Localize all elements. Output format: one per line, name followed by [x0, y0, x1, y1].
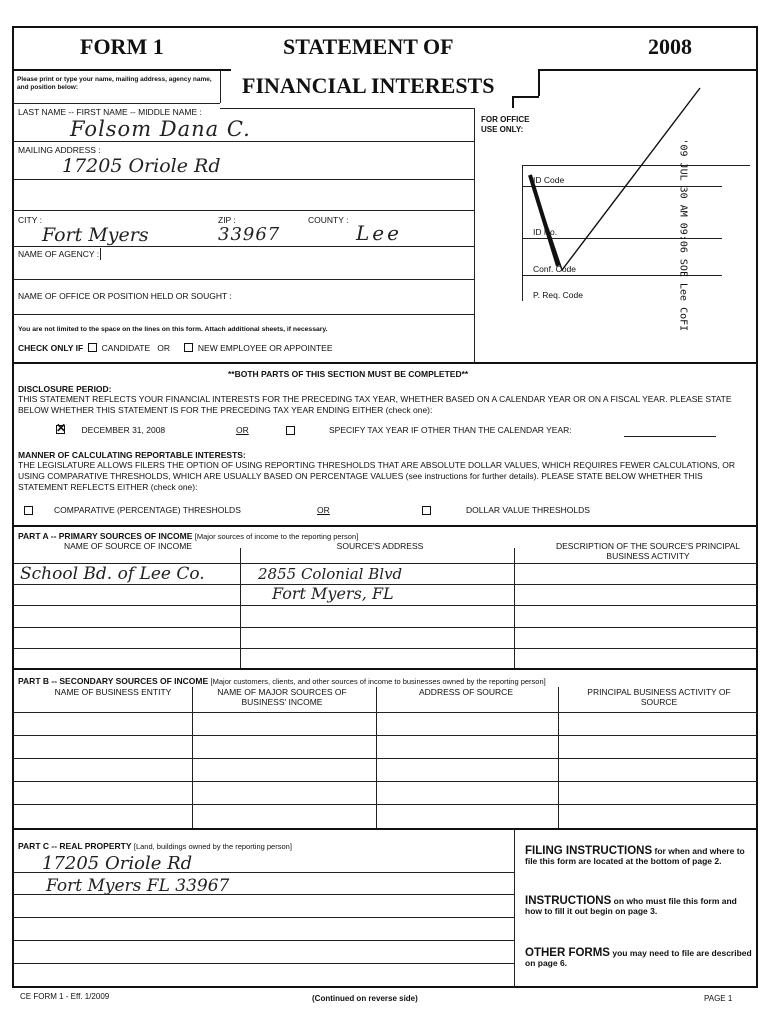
period-or: OR	[236, 425, 249, 435]
comparative-label: COMPARATIVE (PERCENTAGE) THRESHOLDS	[54, 505, 241, 515]
rule	[13, 917, 514, 918]
part-c-line1[interactable]: 17205 Oriole Rd	[42, 853, 193, 874]
name-label: LAST NAME -- FIRST NAME -- MIDDLE NAME :	[18, 107, 202, 117]
part-b-col1: NAME OF BUSINESS ENTITY	[54, 687, 172, 697]
part-b-col3: ADDRESS OF SOURCE	[419, 687, 513, 697]
form-number: FORM 1	[80, 34, 164, 59]
section-rule	[13, 525, 758, 527]
header-rule-right	[538, 69, 757, 71]
county-label: COUNTY :	[308, 215, 349, 225]
part-a-title	[18, 531, 358, 541]
rule	[13, 246, 474, 247]
county-value[interactable]: Lee	[356, 221, 402, 245]
part-a-row1-address2[interactable]: Fort Myers, FL	[272, 584, 394, 603]
manner-or: OR	[317, 505, 330, 515]
rule	[13, 940, 514, 941]
rule	[13, 103, 220, 104]
dollar-checkbox[interactable]	[422, 506, 431, 515]
checked-x-icon: ✕	[56, 421, 67, 435]
part-c-subtitle: [Land, buildings owned by the reporting person]	[133, 842, 292, 851]
comparative-checkbox[interactable]	[24, 506, 33, 515]
office-use-label: FOR OFFICE USE ONLY:	[481, 115, 530, 134]
footer-right: PAGE 1	[704, 994, 733, 1003]
part-a-col1: NAME OF SOURCE OF INCOME	[64, 541, 192, 551]
section-rule	[13, 362, 758, 364]
check-row	[18, 343, 333, 353]
form-year: 2008	[648, 34, 692, 59]
agency-label: NAME OF AGENCY :	[18, 249, 100, 259]
rule	[13, 141, 474, 142]
rule	[13, 781, 758, 782]
other-forms	[525, 948, 753, 968]
rule	[514, 548, 515, 668]
rule	[13, 314, 474, 315]
instructions-heading: INSTRUCTIONS	[525, 895, 612, 907]
rule	[514, 830, 515, 988]
form-title-line2: FINANCIAL INTERESTS	[242, 73, 495, 98]
rule	[13, 627, 758, 628]
instructions-text: on who must file this form and how to fill it out begin on page 3.	[525, 896, 737, 916]
address-label: MAILING ADDRESS :	[18, 145, 101, 155]
rule	[13, 279, 474, 280]
p-req-code-label: P. Req. Code	[533, 290, 583, 300]
address-value[interactable]: 17205 Oriole Rd	[62, 155, 221, 177]
filing-instructions	[525, 846, 753, 866]
rule	[13, 804, 758, 805]
received-stamp: '09 JUL 30 AM 09:06 SOE Lee CoFI	[677, 138, 689, 332]
part-b-title	[18, 676, 546, 686]
or-label: OR	[157, 343, 170, 353]
filing-heading: FILING INSTRUCTIONS	[525, 845, 653, 857]
part-b-col4: PRINCIPAL BUSINESS ACTIVITY OF SOURCE	[587, 687, 731, 707]
part-a-row1-address1[interactable]: 2855 Colonial Blvd	[258, 565, 403, 583]
id-no-label: ID No.	[533, 227, 558, 237]
city-label: CITY :	[18, 215, 42, 225]
print-note: Please print or type your name, mailing address, agency name, and position below:	[17, 76, 212, 91]
period-text: THIS STATEMENT REFLECTS YOUR FINANCIAL INTERESTS FOR THE PRECEDING TAX YEAR, WHETHER BASED ON A CALENDAR YEAR OR ON A FISCAL YEAR. PLEASE STATE BELOW WHETHER THIS STATEMENT IS FOR THE PRECEDING TAX YEAR ENDING EITHER (check one):	[18, 394, 732, 415]
rule	[13, 605, 758, 606]
office-label: NAME OF OFFICE OR POSITION HELD OR SOUGHT :	[18, 291, 232, 301]
manner-text: THE LEGISLATURE ALLOWS FILERS THE OPTION OF USING REPORTING THRESHOLDS THAT ARE ABSOLUTE DOLLAR VALUES, WHICH REQUIRES FEWER CALCULATIONS, OR USING COMPARATIVE THRESHOLDS, WHICH ARE USUALLY BASED ON PERCENTAGE VALUES (see instructions for further details). PLEASE STATE BELOW WHETHER THIS STATEMENT REFLECTS EITHER (check one):	[18, 460, 735, 492]
part-a-subtitle: [Major sources of income to the reporting person]	[194, 532, 359, 541]
part-c-heading: PART C -- REAL PROPERTY	[18, 841, 132, 851]
form-title-line1: STATEMENT OF	[283, 34, 454, 59]
part-a-col2: SOURCE'S ADDRESS	[336, 541, 424, 551]
new-employee-label: NEW EMPLOYEE OR APPOINTEE	[197, 343, 333, 353]
december-checkbox[interactable]	[56, 421, 67, 435]
new-employee-checkbox[interactable]	[184, 343, 193, 352]
part-c-line2[interactable]: Fort Myers FL 33967	[46, 876, 230, 896]
footer-center: (Continued on reverse side)	[312, 994, 418, 1003]
part-b-heading: PART B -- SECONDARY SOURCES OF INCOME	[18, 676, 209, 686]
part-a-col3: DESCRIPTION OF THE SOURCE'S PRINCIPAL BUSINESS ACTIVITY	[555, 541, 741, 561]
space-note: You are not limited to the space on the lines on this form. Attach additional sheets, if necessary.	[18, 326, 328, 333]
rule	[13, 712, 758, 713]
conf-code-label: Conf. Code	[533, 264, 576, 274]
section-rule	[13, 668, 758, 670]
name-value[interactable]: Folsom Dana C.	[70, 117, 251, 141]
part-b-col2: NAME OF MAJOR SOURCES OF BUSINESS' INCOME	[217, 687, 347, 707]
rule	[240, 548, 241, 668]
rule	[376, 687, 377, 828]
part-a-row1-name[interactable]: School Bd. of Lee Co.	[20, 564, 205, 584]
footer-left: CE FORM 1 - Eff. 1/2009	[20, 992, 110, 1001]
period-heading: DISCLOSURE PERIOD:	[18, 384, 112, 394]
checkmark-icon	[522, 80, 722, 290]
filer-box-right	[474, 108, 475, 362]
rule	[13, 210, 474, 211]
header-rule	[13, 69, 231, 71]
zip-label: ZIP :	[218, 215, 236, 225]
part-c-title	[18, 841, 292, 851]
note-box-right	[220, 70, 221, 103]
section-rule	[13, 828, 758, 830]
rule	[13, 963, 514, 964]
part-a-heading: PART A -- PRIMARY SOURCES OF INCOME	[18, 531, 193, 541]
specify-label: SPECIFY TAX YEAR IF OTHER THAN THE CALENDAR YEAR:	[329, 425, 572, 435]
part-b-subtitle: [Major customers, clients, and other sources of income to businesses owned by the reporting person]	[210, 677, 546, 686]
december-label: DECEMBER 31, 2008	[81, 425, 166, 435]
other-forms-heading: OTHER FORMS	[525, 947, 610, 959]
specify-checkbox[interactable]	[286, 426, 295, 435]
rule	[13, 758, 758, 759]
rule	[13, 648, 758, 649]
rule	[13, 179, 474, 180]
candidate-label: CANDIDATE	[101, 343, 151, 353]
zip-value[interactable]: 33967	[218, 224, 281, 245]
disclosure-banner: **BOTH PARTS OF THIS SECTION MUST BE COMPLETED**	[228, 369, 469, 379]
rule	[220, 108, 474, 109]
who-instructions	[525, 896, 753, 916]
filing-text: for when and where to file this form are located at the bottom of page 2.	[525, 846, 745, 866]
rule	[192, 687, 193, 828]
title-box-left-step	[512, 96, 514, 108]
candidate-checkbox[interactable]	[88, 343, 97, 352]
other-forms-text: you may need to file are described on page 6.	[525, 948, 752, 968]
dollar-label: DOLLAR VALUE THRESHOLDS	[466, 505, 590, 515]
rule	[558, 687, 559, 828]
check-only-label: CHECK ONLY IF	[18, 343, 84, 353]
rule	[13, 735, 758, 736]
manner-heading: MANNER OF CALCULATING REPORTABLE INTERESTS:	[18, 450, 246, 460]
agency-cursor	[100, 248, 101, 260]
city-value[interactable]: Fort Myers	[42, 224, 149, 246]
id-code-label: ID Code	[533, 175, 565, 185]
specify-line	[624, 436, 716, 437]
